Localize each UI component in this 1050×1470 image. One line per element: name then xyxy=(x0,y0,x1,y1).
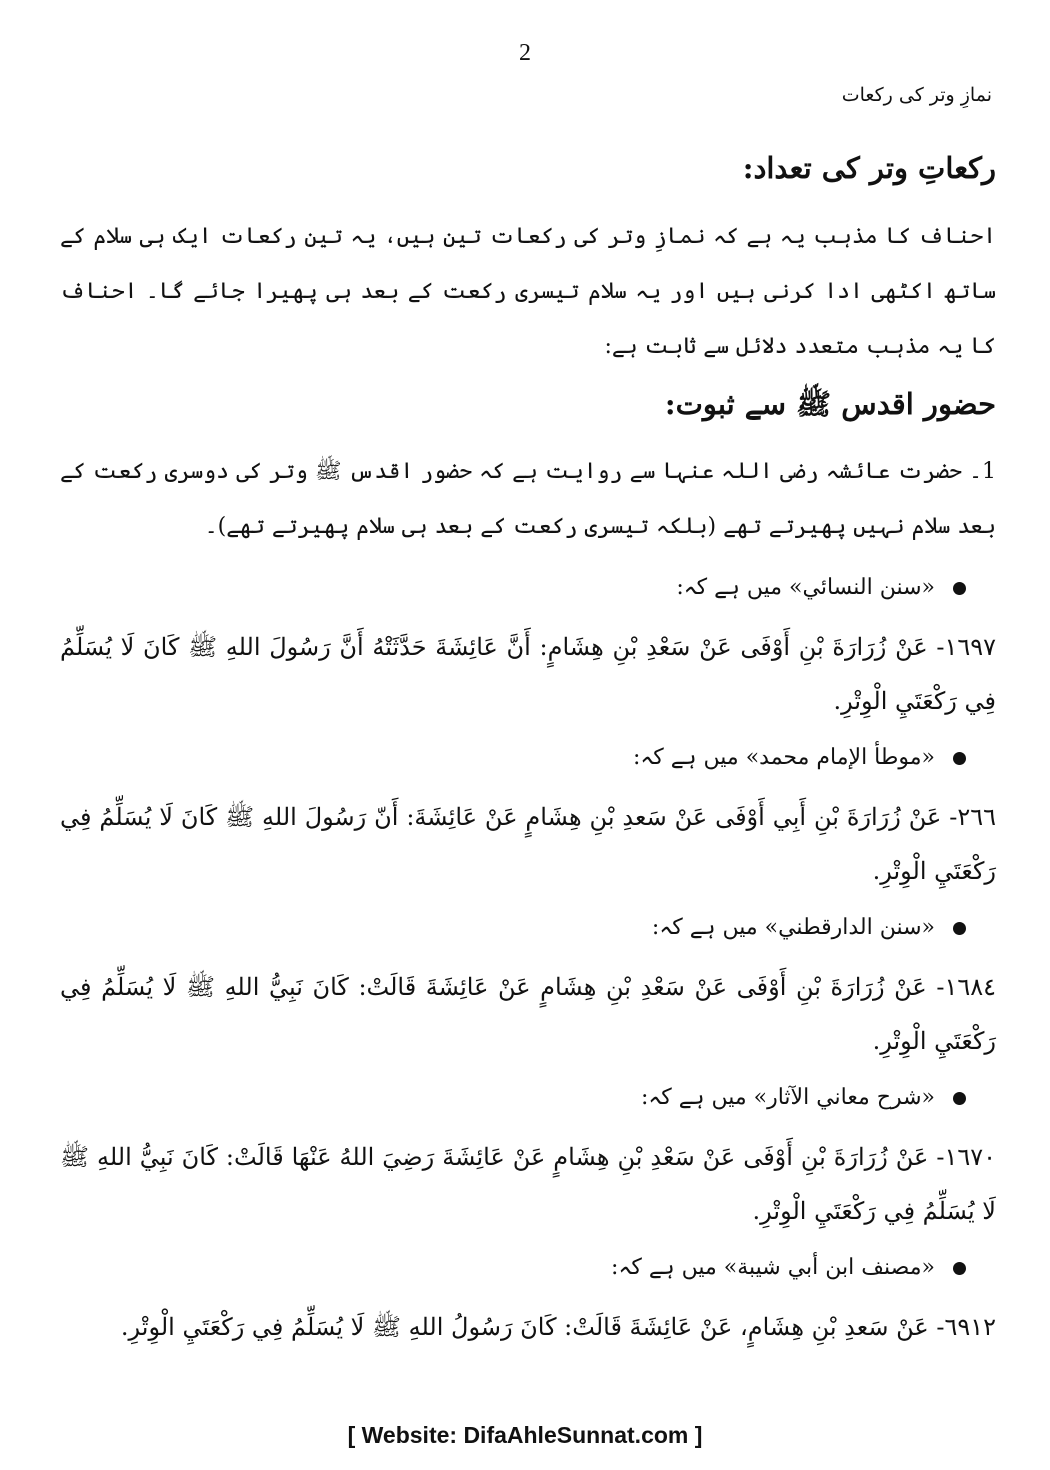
point-1-paragraph: 1۔ حضرت عائشہ رضی اللہ عنہا سے روایت ہے کہ حضور اقدس ﷺ وتر کی دوسری رکعت کے بعد سلام نہیں پھیرتے تھے (بلکہ تیسری رکعت کے بعد ہی سلام پھیرتے تھے)۔ xyxy=(60,459,996,540)
source-label-muwatta xyxy=(60,738,996,778)
hadith-daraqutni: ١٦٨٤- عَنْ زُرَارَةَ بْنِ أَوْفَى عَنْ سَعْدِ بْنِ هِشَامٍ عَنْ عَائِشَةَ قَالَتْ: كَانَ نَبِيُّ اللهِ ﷺ لَا يُسَلِّمُ فِي رَكْعَتَيِ الْوِتْرِ. xyxy=(60,973,996,1056)
source-label-text: «مصنف ابن أبي شيبة» میں ہے کہ: xyxy=(611,1255,935,1281)
section-heading-rakats: رکعاتِ وتر کی تعداد: xyxy=(742,151,996,185)
source-label-daraqutni xyxy=(60,908,996,948)
page-number: 2 xyxy=(519,40,531,66)
section-heading-proof: حضور اقدس ﷺ سے ثبوت: xyxy=(664,386,996,421)
source-label-sharh-maani xyxy=(60,1078,996,1118)
website-footer: [ Website: DifaAhleSunnat.com ] xyxy=(347,1422,703,1448)
hadith-sharh-maani: ١٦٧٠- عَنْ زُرَارَةَ بْنِ أَوْفَى عَنْ سَعْدِ بْنِ هِشَامٍ عَنْ عَائِشَةَ رَضِيَ اللهُ عَنْهَا قَالَتْ: كَانَ نَبِيُّ اللهِ ﷺ لَا يُسَلِّمُ فِي رَكْعَتَيِ الْوِتْرِ. xyxy=(60,1143,996,1226)
hadith-ibn-abi-shaybah: ٦٩١٢- عَنْ سَعدِ بْنِ هِشَامٍ، عَنْ عَائِشَةَ قَالَتْ: كَانَ رَسُولُ اللهِ ﷺ لَا يُسَلِّمُ فِي رَكْعَتَيِ الْوِتْرِ. xyxy=(120,1313,996,1342)
source-label-text: «شرح معاني الآثار» میں ہے کہ: xyxy=(640,1085,935,1111)
bullet-icon xyxy=(953,1262,966,1275)
hadith-muwatta: ٢٦٦- عَنْ زُرَارَةَ بْنِ أَبِي أَوْفَى عَنْ سَعدِ بْنِ هِشَامٍ عَنْ عَائِشَةَ: أَنّ رَسُولَ اللهِ ﷺ كَانَ لَا يُسَلِّمُ فِي رَكْعَتَيِ الْوِتْرِ. xyxy=(60,803,996,886)
hadith-nasai: ١٦٩٧- عَنْ زُرَارَةَ بْنِ أَوْفَى عَنْ سَعْدِ بْنِ هِشَامٍ: أَنَّ عَائِشَةَ حَدَّثَتْهُ أَنَّ رَسُولَ اللهِ ﷺ كَانَ لَا يُسَلِّمُ فِي رَكْعَتَيِ الْوِتْرِ. xyxy=(60,633,996,716)
bullet-icon xyxy=(953,922,966,935)
source-label-text: «سنن الدارقطني» میں ہے کہ: xyxy=(651,915,935,941)
bullet-icon xyxy=(953,1092,966,1105)
bullet-icon xyxy=(953,582,966,595)
source-label-ibn-abi-shaybah xyxy=(60,1248,996,1288)
bullet-icon xyxy=(953,752,966,765)
intro-paragraph: احناف کا مذہب یہ ہے کہ نمازِ وتر کی رکعات تین ہیں، یہ تین رکعات ایک ہی سلام کے ساتھ اکٹھی ادا کرنی ہیں اور یہ سلام تیسری رکعت کے بعد ہی پھیرا جائے گا۔ احناف کا یہ مذہب متعدد دلائل سے ثابت ہے: xyxy=(60,223,996,359)
source-label-text: «موطأ الإمام محمد» میں ہے کہ: xyxy=(633,745,935,771)
page-content xyxy=(60,148,996,1364)
source-label-text: «سنن النسائي» میں ہے کہ: xyxy=(676,575,935,601)
source-label-nasai xyxy=(60,568,996,608)
running-head: نمازِ وتر کی رکعات xyxy=(841,84,992,106)
